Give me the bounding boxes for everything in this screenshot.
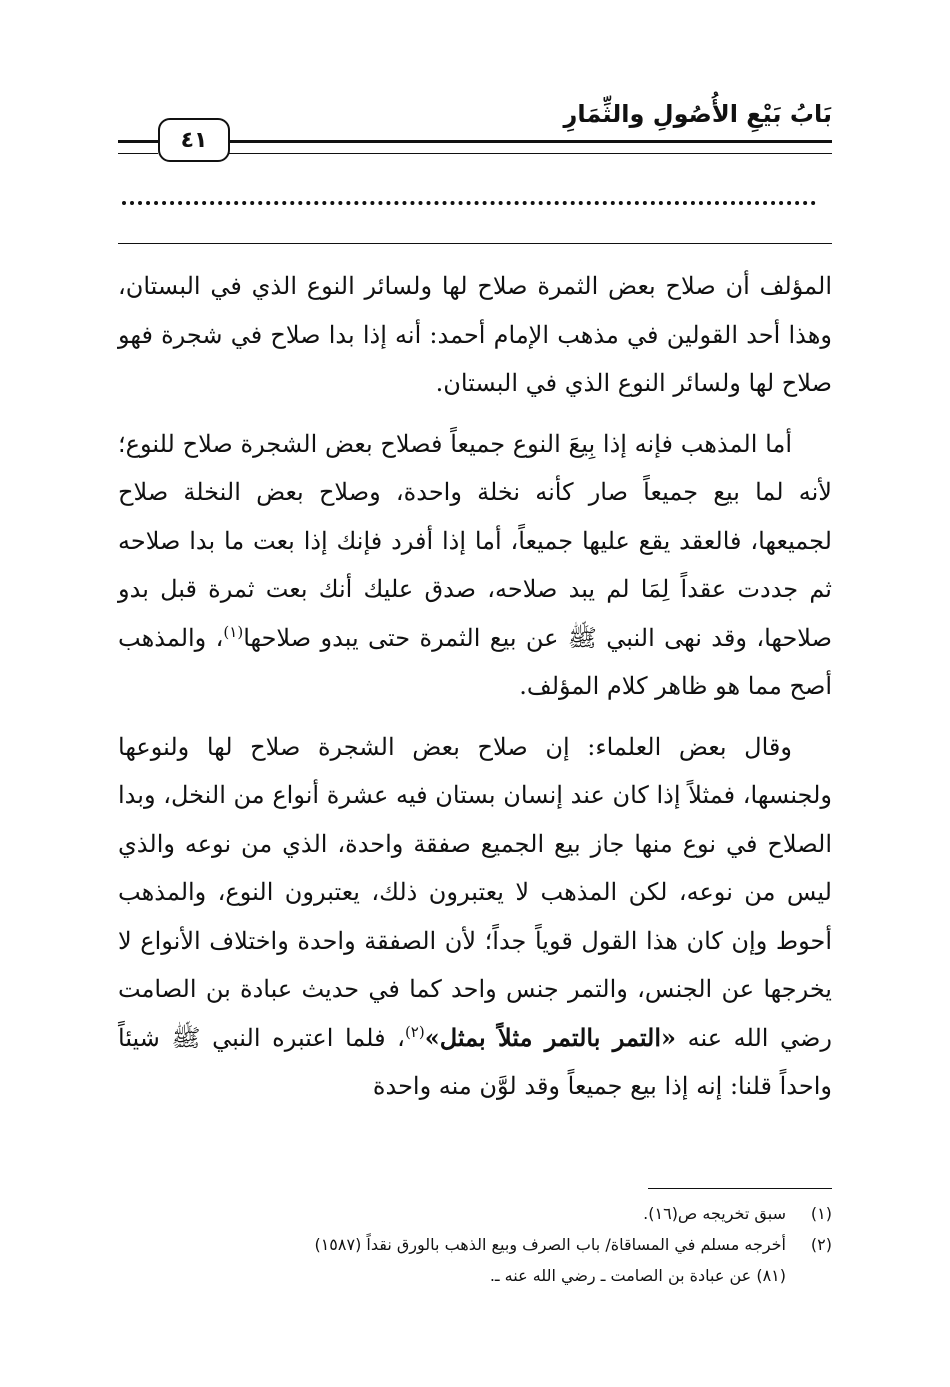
text-line: القول قوياً جداً؛ لأن الصفقة واحدة واختلاف الأنواع لا يخرجها [118,926,832,1003]
paragraph-3 [118,723,832,1111]
hadith-quote: «التمر بالتمر مثلاً بمثل» [424,1022,677,1052]
paragraph-2 [118,420,832,711]
text-line: مما هو ظاهر كلام المؤلف. [519,672,782,700]
footnote-rule [648,1188,832,1189]
footnote-number: (٢) [810,1235,832,1254]
footnote-number: (١) [810,1204,832,1223]
text-line: عن الجنس، والتمر جنس واحد كما في حديث عبادة بن [205,975,755,1003]
text-line: صلاح للنوع؛ لأنه لما بيع جميعاً صار كأنه نخلة واحدة، وصلاح [118,429,832,506]
footnote-1 [118,1198,832,1229]
paragraph-1 [118,262,832,408]
text-line: النبي ﷺ شيئاً واحداً قلنا: إنه إذا بيع جميعاً وقد لوَّن منه واحدة [118,1023,832,1100]
text-line: صلاحه، صدق عليك أنك بعت ثمرة قبل بدو صلاحها، وقد نهى [118,575,833,652]
text-line: يعتبرون ذلك، يعتبرون النوع، والمذهب أحوط وإن كان هذا [118,878,832,955]
footnotes [118,1198,832,1291]
main-text [118,262,832,1111]
text-line: وقال بعض العلماء: إن صلاح بعض الشجرة صلاح لها [206,732,792,761]
text-line: ولنوعها ولجنسها، فمثلاً إذا كان عند إنسان بستان فيه عشرة أنواع [118,732,832,809]
text-separator [118,243,832,244]
footnote-ref-2: (٢) [404,1022,425,1041]
footnote-text: سبق تخريجه ص(١٦). [643,1204,786,1223]
footnote-2 [118,1229,832,1260]
text-line: ، فلما اعتبره [272,1023,405,1052]
footnote-text: أخرجه مسلم في المساقاة/ باب الصرف وبيع الذهب بالورق نقداً (١٥٨٧) [314,1235,786,1254]
header-rule-left [118,140,158,154]
header-rule [228,140,832,154]
text-line: الصامت رضي الله عنه [118,975,832,1052]
footnote-2-continuation: (٨١) عن عبادة بن الصامت ـ رضي الله عنه ـ. [489,1266,786,1285]
text-line: النبي ﷺ عن بيع الثمرة حتى يبدو صلاحها [243,623,655,652]
chapter-title: بَابُ بَيْعِ الأُصُولِ والثِّمَارِ [563,100,832,128]
text-line: أفرد فإنك إذا بعت ما بدا صلاحه ثم جددت عقداً لِمَا لم يبد [118,526,832,603]
footnote-ref-1: (١) [223,622,244,641]
page-number: ٤١ [158,118,230,162]
text-line: واحدة، الذي من نوعه والذي ليس من نوعه، لكن المذهب لا [118,829,832,906]
text-line: البستان، وهذا أحد القولين في مذهب الإمام أحمد: أنه إذا بدا [118,272,832,349]
text-line: صلاح في شجرة فهو صلاح لها ولسائر النوع الذي في البستان. [118,320,832,397]
text-line: بعض النخلة صلاح لجميعها، فالعقد يقع عليها جميعاً، أما إذا [118,478,832,555]
text-line: من النخل، وبدا الصلاح في نوع منها جاز بيع الجميع صفقة [118,781,832,858]
dotted-divider [122,201,816,205]
text-line: أما المذهب فإنه إذا بِيعَ النوع جميعاً فصلاح بعض الشجرة [240,429,792,458]
text-line: ، والمذهب أصح [118,623,832,700]
text-line: المؤلف أن صلاح بعض الثمرة صلاح لها ولسائر النوع الذي في [210,272,832,300]
